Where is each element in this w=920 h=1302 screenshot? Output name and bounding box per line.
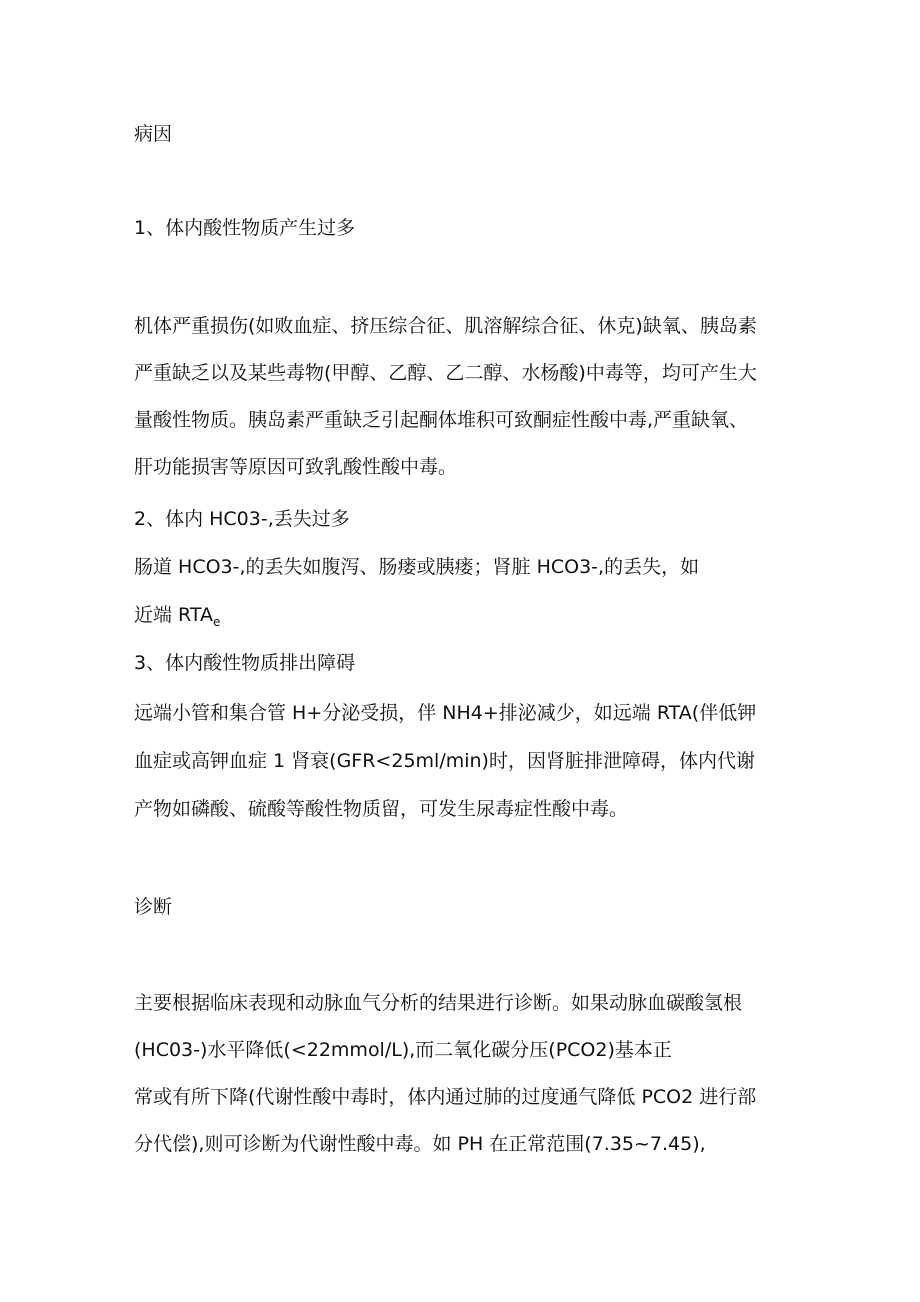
item1-line-2: 严重缺乏以及某些毒物(甲醇、乙醇、乙二醇、水杨酸)中毒等，均可产生大 bbox=[134, 362, 757, 384]
item3-line-1: 远端小管和集合管 H+分泌受损，伴 NH4+排泌减少，如远端 RTA(伴低钾 bbox=[134, 702, 757, 724]
diagnosis-line-1: 主要根据临床表现和动脉血气分析的结果进行诊断。如果动脉血碳酸氢根 bbox=[134, 992, 743, 1014]
item2-subscript: e bbox=[213, 615, 221, 629]
item3-title: 3、体内酸性物质排出障碍 bbox=[134, 652, 356, 674]
item2-title: 2、体内 HC03-,丢失过多 bbox=[134, 508, 350, 530]
item2-line-2 bbox=[134, 603, 220, 634]
item2-line-2-text: 近端 RTA bbox=[134, 604, 213, 626]
cause-heading: 病因 bbox=[134, 123, 173, 145]
diagnosis-heading: 诊断 bbox=[134, 896, 173, 918]
item3-line-2: 血症或高钾血症 1 肾衰(GFR<25ml∕min)时，因肾脏排泄障碍，体内代谢 bbox=[134, 750, 755, 772]
diagnosis-line-2: (HC03-)水平降低(<22mmol∕L),而二氧化碳分压(PCO2)基本正 bbox=[134, 1039, 672, 1061]
item1-title: 1、体内酸性物质产生过多 bbox=[134, 217, 356, 239]
diagnosis-line-4: 分代偿),则可诊断为代谢性酸中毒。如 PH 在正常范围(7.35~7.45), bbox=[134, 1133, 706, 1155]
item1-line-1: 机体严重损伤(如败血症、挤压综合征、肌溶解综合征、休克)缺氧、胰岛素 bbox=[134, 315, 757, 337]
item3-line-3: 产物如磷酸、硫酸等酸性物质留，可发生尿毒症性酸中毒。 bbox=[134, 798, 629, 820]
item1-line-3: 量酸性物质。胰岛素严重缺乏引起酮体堆积可致酮症性酸中毒,严重缺氧、 bbox=[134, 409, 749, 431]
diagnosis-line-3: 常或有所下降(代谢性酸中毒时，体内通过肺的过度通气降低 PCO2 进行部 bbox=[134, 1086, 757, 1108]
item1-line-4: 肝功能损害等原因可致乳酸性酸中毒。 bbox=[134, 456, 458, 478]
item2-line-1: 肠道 HCO3-,的丢失如腹泻、肠瘘或胰瘘；肾脏 HCO3-,的丢失，如 bbox=[134, 556, 700, 578]
